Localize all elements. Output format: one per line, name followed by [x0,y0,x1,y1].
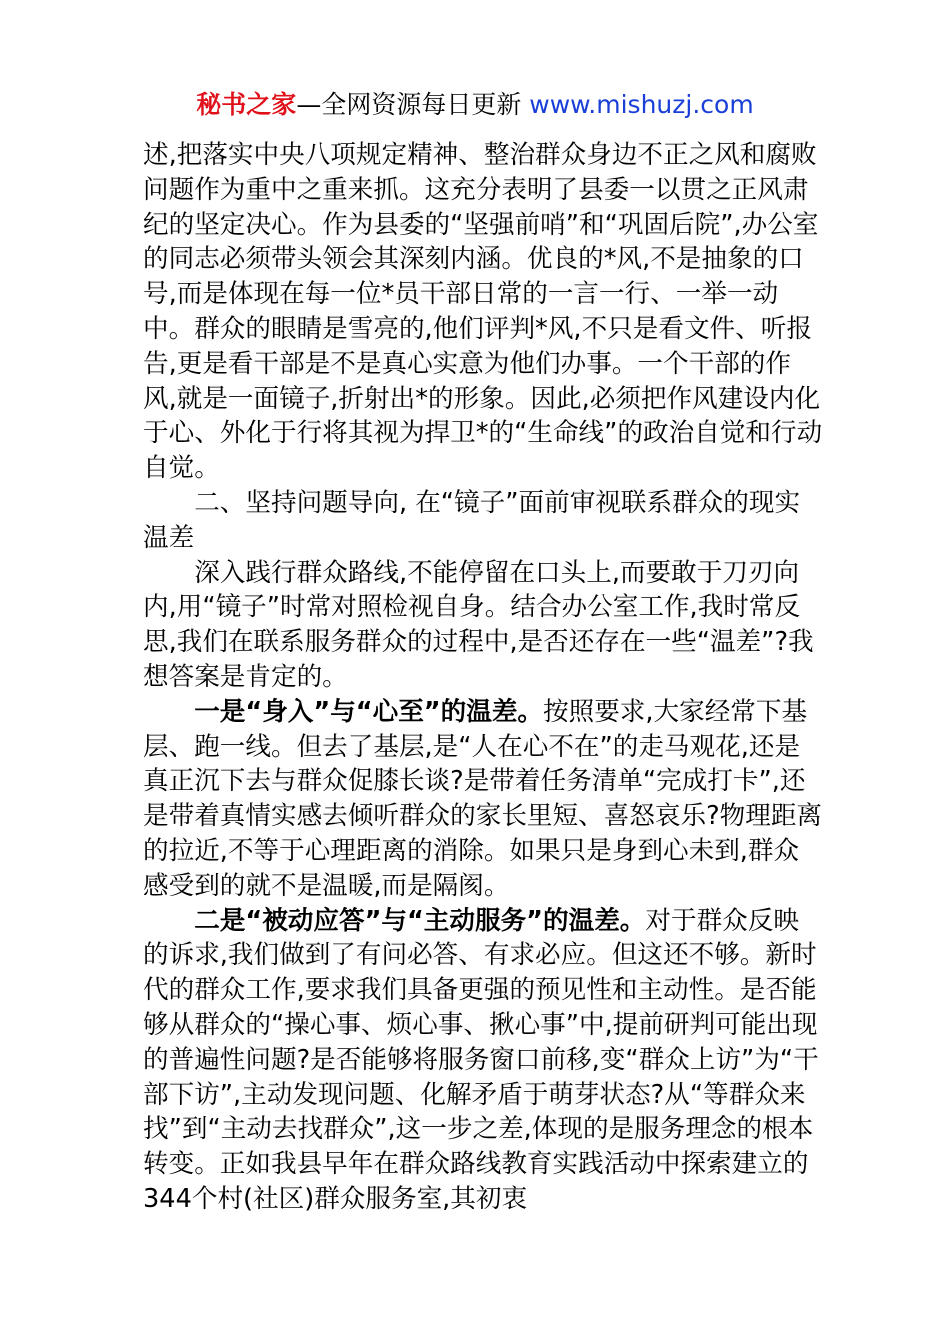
section-heading: 二、坚持问题导向, 在“镜子”面前审视联系群众的现实温差 [143,487,801,553]
paragraph-point-two [143,904,823,1217]
page-header [0,88,950,122]
site-url-link[interactable]: www.mishuzj.com [529,90,754,119]
point-two-text: 对于群众反映的诉求,我们做到了有问必答、有求必应。但这还不够。新时代的群众工作,要求我们具备更强的预见性和主动性。是否能够从群众的“操心事、烦心事、揪心事”中,提前研判可能出现的普遍性问题?是否能够将服务窗口前移,变“群众上访”为“干部下访”,主动发现问题、化解矛盾于萌芽状态?从“等群众来找”到“主动去找群众”,这一步之差,体现的是服务理念的根本转变。正如我县早年在群众路线教育实践活动中探索建立的344个村(社区)群众服务室,其初衷 [143,905,819,1214]
point-two-heading: 二是“被动应答”与“主动服务”的温差。 [194,905,646,936]
document-body [143,138,823,1217]
point-one-heading: 一是“身入”与“心至”的温差。 [194,696,544,727]
paragraph-point-one [143,695,823,904]
paragraph-continuation: 述,把落实中央八项规定精神、整治群众身边不正之风和腐败问题作为重中之重来抓。这充分表明了县委一以贯之正风肃纪的坚定决心。作为县委的“坚强前哨”和“巩固后院”,办公室的同志必须带头领会其深刻内涵。优良的*风,不是抽象的口号,而是体现在每一位*员干部日常的一言一行、一举一动中。群众的眼睛是雪亮的,他们评判*风,不只是看文件、听报告,更是看干部是不是真心实意为他们办事。一个干部的作风,就是一面镜子,折射出*的形象。因此,必须把作风建设内化于心、外化于行将其视为捍卫*的“生命线”的政治自觉和行动自觉。 [143,140,823,484]
point-one-text: 按照要求,大家经常下基层、跑一线。但去了基层,是“人在心不在”的走马观花,还是真正沉下去与群众促膝长谈?是带着任务清单“完成打卡”,还是带着真情实感去倾听群众的家长里短、喜怒哀乐?物理距离的拉近,不等于心理距离的消除。如果只是身到心未到,群众感受到的就不是温暖,而是隔阂。 [143,696,823,901]
header-tagline: —全网资源每日更新 [296,90,530,119]
paragraph: 深入践行群众路线,不能停留在口头上,而要敢于刀刃向内,用“镜子”时常对照检视自身。结合办公室工作,我时常反思,我们在联系服务群众的过程中,是否还存在一些“温差”?我想答案是肯定的。 [143,557,814,692]
brand-name: 秘书之家 [196,90,297,119]
